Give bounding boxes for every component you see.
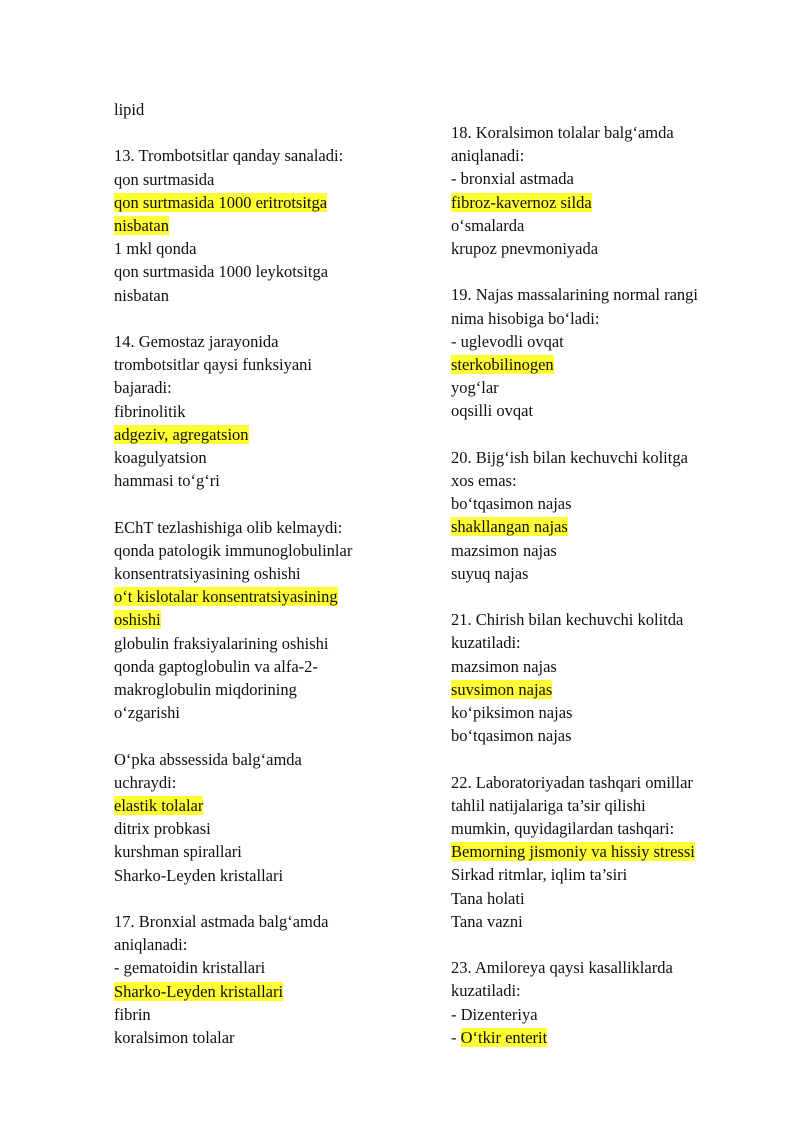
text-segment: 18. Koralsimon tolalar balg‘amda	[451, 123, 674, 142]
text-line	[114, 400, 414, 423]
text-segment: konsentratsiyasining oshishi	[114, 564, 301, 584]
text-line	[114, 980, 414, 1003]
text-line	[114, 214, 414, 237]
highlighted-answer: o‘t kislotalar konsentratsiyasining	[114, 587, 338, 607]
text-line	[114, 144, 414, 167]
blank-line	[114, 887, 414, 910]
blank-line	[114, 724, 414, 747]
text-line	[114, 864, 414, 887]
text-line	[114, 562, 414, 585]
text-segment: Tana vazni	[451, 911, 523, 931]
text-line	[451, 167, 751, 190]
text-segment: bo‘tqasimon najas	[451, 494, 572, 514]
text-segment: suyuq najas	[451, 563, 529, 583]
highlighted-answer: oshishi	[114, 610, 161, 630]
text-segment: 13. Trombotsitlar qanday sanaladi:	[114, 146, 344, 166]
text-line	[451, 539, 751, 562]
text-line	[114, 608, 414, 631]
text-line	[451, 1026, 751, 1049]
blank-line	[114, 121, 414, 144]
text-segment: yog‘lar	[451, 378, 499, 398]
highlighted-answer: Bemorning jismoniy va hissiy stressi	[451, 842, 695, 862]
text-line	[451, 608, 751, 631]
text-segment: hammasi to‘g‘ri	[114, 471, 220, 491]
text-line	[114, 933, 414, 956]
blank-line	[451, 747, 751, 770]
text-line	[114, 585, 414, 608]
text-line	[451, 492, 751, 515]
text-line	[451, 631, 751, 654]
text-line	[114, 632, 414, 655]
text-segment: Tana holati	[451, 888, 525, 908]
text-segment: 21. Chirish bilan kechuvchi kolitda	[451, 610, 684, 630]
text-line	[451, 840, 751, 863]
text-segment: o‘zgarishi	[114, 703, 180, 723]
text-segment: ko‘piksimon najas	[451, 703, 573, 723]
text-line	[114, 539, 414, 562]
blank-line	[451, 933, 751, 956]
text-line	[114, 353, 414, 376]
text-segment: koagulyatsion	[114, 448, 207, 468]
text-line	[451, 214, 751, 237]
text-line	[114, 330, 414, 353]
text-segment: qon surtmasida 1000 leykotsitga	[114, 262, 329, 282]
highlighted-answer: qon surtmasida 1000 eritrotsitga	[114, 192, 328, 212]
text-line	[451, 353, 751, 376]
text-segment: qonda gaptoglobulin va alfa-2-	[114, 656, 318, 676]
highlighted-answer: shakllangan najas	[451, 517, 568, 537]
text-segment: Sirkad ritmlar, iqlim ta’siri	[451, 865, 628, 885]
text-line	[451, 794, 751, 817]
text-line	[451, 144, 751, 167]
text-segment: ditrix probkasi	[114, 819, 211, 839]
text-line	[114, 655, 414, 678]
text-line	[114, 191, 414, 214]
text-line	[114, 469, 414, 492]
text-line	[114, 817, 414, 840]
text-line	[451, 121, 751, 144]
text-segment: bajaradi:	[114, 378, 172, 398]
text-line	[451, 307, 751, 330]
left-column	[114, 98, 414, 1049]
text-segment: EChT tezlashishiga olib kelmaydi:	[114, 517, 343, 537]
text-segment: makroglobulin miqdorining	[114, 680, 297, 700]
text-line	[114, 771, 414, 794]
text-line	[451, 724, 751, 747]
text-line	[114, 516, 414, 539]
text-line	[451, 771, 751, 794]
text-segment: lipid	[114, 100, 145, 119]
text-segment: kurshman spirallari	[114, 842, 242, 862]
text-segment: 19. Najas massalarining normal rangi	[451, 285, 698, 305]
highlighted-answer: sterkobilinogen	[451, 355, 554, 375]
highlighted-answer: suvsimon najas	[451, 679, 553, 699]
highlighted-answer: fibroz-kavernoz silda	[451, 192, 592, 212]
text-segment: - Dizenteriya	[451, 1004, 538, 1024]
text-line	[114, 678, 414, 701]
text-segment: nima hisobiga bo‘ladi:	[451, 308, 600, 328]
text-line	[114, 260, 414, 283]
text-line	[114, 910, 414, 933]
text-segment: krupoz pnevmoniyada	[451, 239, 599, 259]
text-segment: o‘smalarda	[451, 215, 525, 235]
text-line	[114, 446, 414, 469]
text-line	[451, 562, 751, 585]
text-line	[114, 423, 414, 446]
text-line	[451, 515, 751, 538]
text-line	[451, 446, 751, 469]
text-line	[451, 191, 751, 214]
text-segment: 1 mkl qonda	[114, 239, 197, 259]
text-segment: kuzatiladi:	[451, 981, 521, 1001]
text-line	[451, 399, 751, 422]
text-segment: koralsimon tolalar	[114, 1028, 235, 1048]
text-line	[451, 979, 751, 1002]
text-line	[451, 376, 751, 399]
text-segment: aniqlanadi:	[451, 146, 525, 166]
text-line	[114, 376, 414, 399]
text-line	[114, 98, 414, 121]
right-column	[451, 121, 751, 1049]
text-line	[451, 237, 751, 260]
text-segment: uchraydi:	[114, 772, 177, 792]
text-line	[451, 910, 751, 933]
text-line	[114, 840, 414, 863]
blank-line	[114, 307, 414, 330]
text-segment: qonda patologik immunoglobulinlar	[114, 540, 353, 560]
text-segment: nisbatan	[114, 285, 169, 305]
blank-line	[451, 423, 751, 446]
text-line	[451, 330, 751, 353]
text-line	[114, 1026, 414, 1049]
text-line	[114, 237, 414, 260]
text-line	[451, 1003, 751, 1026]
text-line	[114, 794, 414, 817]
text-segment: 17. Bronxial astmada balg‘amda	[114, 912, 329, 932]
text-line	[114, 1003, 414, 1026]
text-segment: 14. Gemostaz jarayonida	[114, 332, 279, 351]
text-segment: - bronxial astmada	[451, 169, 574, 189]
text-segment: fibrinolitik	[114, 401, 186, 421]
text-segment: Sharko-Leyden kristallari	[114, 865, 284, 885]
text-line	[451, 817, 751, 840]
highlighted-answer: Sharko-Leyden kristallari	[114, 981, 284, 1001]
text-line	[451, 678, 751, 701]
text-line	[451, 863, 751, 886]
blank-line	[114, 492, 414, 515]
text-segment: -	[451, 1027, 461, 1047]
blank-line	[451, 585, 751, 608]
text-segment: tahlil natijalariga ta’sir qilishi	[451, 795, 646, 815]
text-line	[451, 887, 751, 910]
highlighted-answer: O‘tkir enterit	[460, 1027, 548, 1047]
text-segment: - gematoidin kristallari	[114, 958, 266, 978]
text-segment: aniqlanadi:	[114, 935, 188, 955]
text-line	[451, 283, 751, 306]
highlighted-answer: elastik tolalar	[114, 796, 204, 816]
text-line	[114, 748, 414, 771]
text-segment: mumkin, quyidagilardan tashqari:	[451, 819, 675, 839]
text-segment: 20. Bijg‘ish bilan kechuvchi kolitga	[451, 447, 688, 467]
text-segment: mazsimon najas	[451, 656, 557, 676]
text-segment: fibrin	[114, 1004, 151, 1024]
text-line	[114, 956, 414, 979]
blank-line	[451, 260, 751, 283]
text-line	[451, 655, 751, 678]
text-line	[114, 284, 414, 307]
text-segment: trombotsitlar qaysi funksiyani	[114, 355, 312, 375]
highlighted-answer: nisbatan	[114, 216, 169, 235]
text-segment: globulin fraksiyalarining oshishi	[114, 633, 329, 653]
text-line	[114, 168, 414, 191]
text-segment: kuzatiladi:	[451, 633, 521, 653]
text-segment: oqsilli ovqat	[451, 401, 534, 421]
text-line	[451, 956, 751, 979]
text-segment: mazsimon najas	[451, 540, 557, 560]
text-segment: xos emas:	[451, 471, 517, 491]
text-segment: - uglevodli ovqat	[451, 331, 564, 351]
text-line	[451, 469, 751, 492]
text-segment: bo‘tqasimon najas	[451, 726, 572, 746]
text-line	[451, 701, 751, 724]
text-segment: O‘pka abssessida balg‘amda	[114, 749, 302, 769]
highlighted-answer: adgeziv, agregatsion	[114, 424, 249, 444]
text-line	[114, 701, 414, 724]
text-segment: 22. Laboratoriyadan tashqari omillar	[451, 772, 693, 792]
text-segment: 23. Amiloreya qaysi kasalliklarda	[451, 958, 673, 978]
text-segment: qon surtmasida	[114, 169, 215, 189]
